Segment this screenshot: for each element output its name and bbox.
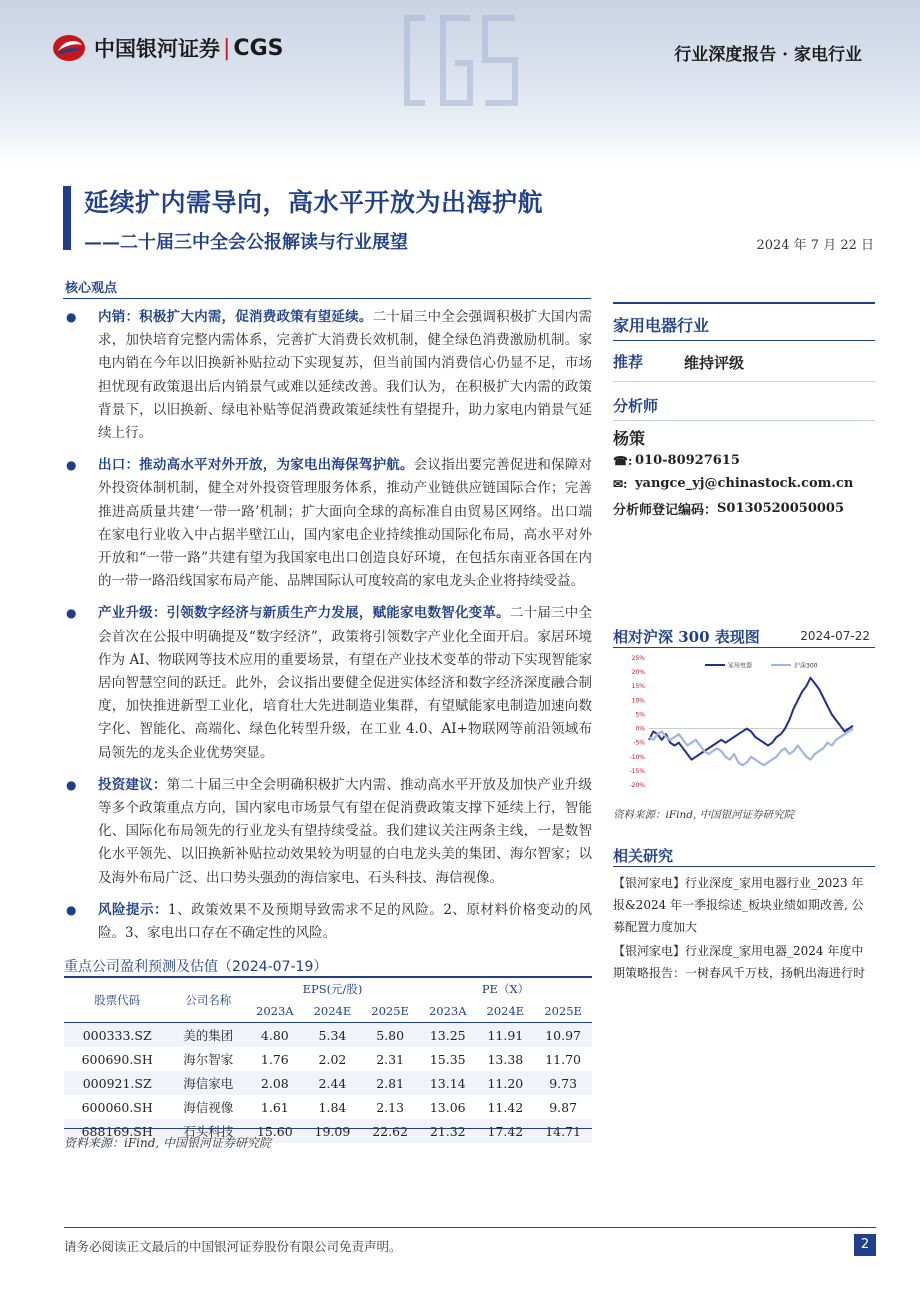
bullet-head: 出口：推动高水平对外开放，为家电出海保驾护航。 (98, 457, 414, 474)
report-title: 延续扩内需导向，高水平开放为出海护航 (84, 188, 544, 217)
core-views-label: 核心观点 (65, 281, 118, 296)
analyst-reg-code: S0130520050005 (717, 501, 844, 516)
chart-title: 相对沪深 300 表现图 (613, 628, 760, 646)
table-title: 重点公司盈利预测及估值（2024-07-19） (64, 959, 328, 975)
y-tick-label: 10% (631, 697, 645, 705)
industry-name: 家用电器行业 (613, 316, 710, 335)
related-item[interactable]: 【银河家电】行业深度_家用电器行业_2023 年报&2024 年一季报综述_板块业绩如期改善, 公募配置力度加大 (613, 876, 864, 934)
cell-value: 1.84 (318, 1099, 347, 1115)
bullet-dot-icon: ● (66, 458, 77, 473)
divider (64, 1128, 592, 1129)
cell-value: 11.20 (477, 1071, 535, 1095)
logo-separator: | (223, 35, 231, 61)
col-header-name: 公司名称 (185, 993, 232, 1007)
cell-value: 5.80 (361, 1023, 419, 1048)
cell-value: 15.60 (246, 1119, 304, 1143)
y-tick-label: 15% (631, 683, 645, 691)
cell-code: 000333.SZ (64, 1023, 170, 1048)
cell-value: 13.14 (419, 1071, 477, 1095)
legend-label: 家用电器 (728, 662, 753, 670)
core-views-list (64, 306, 592, 954)
divider (613, 302, 875, 304)
cell-value: 14.71 (534, 1119, 592, 1143)
cell-code: 600060.SH (81, 1099, 153, 1115)
phone-icon: ☎: (613, 453, 633, 468)
related-research-title: 相关研究 (613, 847, 674, 865)
divider (613, 420, 875, 421)
galaxy-logo-icon (52, 33, 86, 63)
cell-value: 2.08 (246, 1071, 304, 1095)
col-header-year: 2025E (544, 1004, 582, 1018)
y-tick-label: -20% (629, 782, 645, 789)
cell-value: 13.25 (419, 1023, 477, 1048)
divider (63, 298, 591, 299)
divider (613, 647, 875, 648)
bullet-text (98, 454, 592, 593)
list-item (64, 454, 592, 593)
rating-value: 维持评级 (684, 354, 745, 372)
cgs-watermark-logo (395, 8, 525, 113)
disclaimer: 请务必阅读正文最后的中国银河证券股份有限公司免责声明。 (64, 1239, 402, 1254)
bullet-dot-icon: ● (66, 606, 77, 621)
cell-name: 海尔智家 (183, 1052, 234, 1067)
col-group-eps: EPS(元/股) (302, 982, 363, 996)
cell-value: 2.02 (318, 1051, 347, 1067)
cell-name: 海信家电 (170, 1071, 246, 1095)
bullet-body: 二十届三中全会首次在公报中明确提及“数字经济”，政策将引领数字产业化全面开启。家居环境作为 AI、物联网等技术应用的重要场景，有望在产业技术变革的带动下实现智能家居向智慧空间的跃迁。此外，会议指出要健全促进实体经济和数字经济深度融合制度，加快推进新型工业化，培育壮大先进制造业集群，有望赋能家电制造加速向数字化、智能化、高端化、绿色化转型升级，在工业 4.0、AI+物联网等前沿领域布局领先的龙头企业优势突显。 (98, 605, 593, 761)
cell-name: 美的集团 (170, 1023, 246, 1048)
cell-value: 11.42 (487, 1099, 524, 1115)
analyst-email[interactable]: yangce_yj@chinastock.com.cn (635, 476, 854, 491)
list-item (64, 602, 592, 764)
analyst-phone: 010-80927615 (635, 453, 740, 468)
y-tick-label: -5% (633, 739, 645, 747)
bullet-dot-icon: ● (66, 902, 77, 917)
analyst-label: 分析师 (613, 397, 659, 415)
bullet-dot-icon: ● (66, 310, 77, 324)
page-number: 2 (854, 1234, 876, 1256)
col-header-year: 2023A (428, 1004, 467, 1018)
list-item (64, 899, 592, 945)
y-tick-label: 20% (631, 669, 645, 677)
logo-name: 中国银河证券 (94, 37, 220, 61)
cell-value: 2.13 (376, 1099, 405, 1115)
legend-label: 沪深300 (794, 662, 818, 670)
y-tick-label: 25% (631, 655, 645, 662)
y-tick-label: -10% (629, 753, 645, 761)
cell-code: 688169.SH (64, 1119, 170, 1143)
cell-value: 13.06 (429, 1099, 466, 1115)
bullet-body: 第二十届三中全会明确积极扩大内需、推动高水平开放及加快产业升级等多个政策重点方向，国内家电市场景气有望在促消费政策支撑下延续上行，智能化、国际化布局领先的行业龙头有望持续受益。我们建议关注两条主线，一是数智化水平领先、以旧换新补贴拉动效果较为明显的白电龙头美的集团、海尔智家；以及海外布局广泛、出口势头强劲的海信家电、石头科技、海信视像。 (98, 776, 593, 886)
series-line-csi300 (649, 729, 853, 766)
divider (613, 381, 875, 382)
report-date: 2024 年 7 月 22 日 (756, 238, 874, 253)
cell-value: 22.62 (361, 1119, 419, 1143)
series-line-home-appliance (649, 678, 853, 760)
y-tick-label: 5% (635, 711, 645, 719)
col-header-year: 2025E (371, 1004, 409, 1018)
cell-code: 000921.SZ (64, 1071, 170, 1095)
table-row (64, 1095, 592, 1119)
cell-name: 石头科技 (170, 1119, 246, 1143)
bullet-body: 二十届三中全会强调积极扩大国内需求，加快培育完整内需体系，完善扩大消费长效机制，健全绿色消费激励机制。家电内销在今年以旧换新补贴拉动下实现复苏，但当前国内消费信心仍显不足，市场担忧现有政策退出后内销景气或难以延续改善。我们认为，在积极扩大内需的政策背景下，以旧换新、绿电补贴等促消费政策延续性有望提升，助力家电内销景气延续上行。 (98, 309, 593, 442)
divider (613, 340, 875, 341)
envelope-icon: ✉: (613, 476, 628, 491)
cell-value: 19.09 (304, 1119, 362, 1143)
report-type: 行业深度报告 · 家电行业 (674, 45, 862, 65)
cell-value: 1.76 (260, 1051, 289, 1067)
bullet-text (98, 306, 592, 445)
table-row (64, 1023, 592, 1048)
bullet-body: 1、政策效果不及预期导致需求不足的风险。2、原材料价格变动的风险。3、家电出口存在不确定性的风险。 (98, 901, 592, 942)
bullet-head: 投资建议： (98, 776, 167, 793)
analyst-phone-row (613, 453, 740, 468)
bullet-body: 会议指出要完善促进和保障对外投资体制机制，健全对外投资管理服务体系，推动产业链供应链国际合作；完善推进高质量共建‘一带一路’机制；扩大面向全球的高标准自由贸易区网络。出口端在家电行业收入中占据半壁江山，国内家电企业持续推动国际化布局，高水平对外开放和“一带一路”共建有望为我国家电出口创造良好环境，在包括东南亚各国在内的一带一路沿线国家布局产能、品牌国际认可度较高的家电龙头企业将持续受益。 (98, 457, 593, 590)
logo-cgs: CGS (233, 35, 284, 61)
related-item[interactable]: 【银河家电】行业深度_家用电器_2024 年度中期策略报告：一树春风千万枝，扬帆出海进行时 (613, 944, 866, 980)
forecast-table (64, 978, 592, 1143)
bullet-text (98, 899, 592, 945)
cell-value: 4.80 (246, 1023, 304, 1048)
cell-value: 11.70 (545, 1051, 581, 1067)
bullet-head: 风险提示： (98, 901, 169, 918)
cell-value: 9.87 (549, 1099, 578, 1115)
col-group-pe: PE（X） (481, 982, 530, 996)
cell-value: 11.91 (477, 1023, 535, 1048)
col-header-year: 2023A (256, 1004, 294, 1018)
cell-value: 9.73 (534, 1071, 592, 1095)
company-logo (52, 33, 283, 63)
analyst-reg-row (613, 499, 844, 518)
analyst-name: 杨策 (613, 429, 646, 448)
cell-code: 600690.SH (81, 1051, 153, 1067)
chart-source: 资料来源：iFind, 中国银河证券研究院 (613, 809, 795, 821)
list-item (64, 774, 592, 890)
cell-value: 2.44 (304, 1071, 362, 1095)
table-row (64, 1071, 592, 1095)
analyst-email-row (613, 476, 853, 491)
cell-value: 21.32 (419, 1119, 477, 1143)
cell-value: 1.61 (260, 1099, 289, 1115)
bullet-text (98, 774, 592, 890)
title-accent-bar (63, 186, 71, 250)
table-row (64, 1047, 592, 1071)
bullet-dot-icon: ● (66, 777, 77, 792)
analyst-reg-label: 分析师登记编码： (613, 503, 718, 518)
cell-value: 5.34 (304, 1023, 362, 1048)
cell-value: 13.38 (487, 1051, 524, 1067)
cell-value: 2.81 (361, 1071, 419, 1095)
col-header-year: 2024E (486, 1004, 525, 1018)
report-subtitle: ——二十届三中全会公报解读与行业展望 (84, 232, 408, 253)
col-header-code: 股票代码 (94, 993, 141, 1007)
divider (613, 866, 875, 867)
bullet-text (98, 602, 592, 764)
relative-performance-chart (613, 650, 875, 800)
cell-value: 15.35 (429, 1051, 466, 1067)
cell-value: 17.42 (477, 1119, 535, 1143)
cell-name: 海信视像 (183, 1100, 234, 1115)
bullet-head: 内销：积极扩大内需，促消费政策有望延续。 (98, 309, 373, 325)
y-tick-label: 0% (635, 725, 645, 733)
y-tick-label: -15% (629, 767, 645, 775)
list-item (64, 306, 592, 445)
table-source: 资料来源：iFind, 中国银河证券研究院 (64, 1136, 272, 1150)
bullet-head: 产业升级：引领数字经济与新质生产力发展，赋能家电数智化变革。 (98, 605, 510, 622)
divider (64, 1227, 876, 1228)
cell-value: 10.97 (534, 1023, 592, 1048)
rating-label: 推荐 (613, 353, 644, 371)
cell-value: 2.31 (376, 1051, 405, 1067)
chart-date: 2024-07-22 (800, 629, 870, 643)
col-header-year: 2024E (313, 1004, 352, 1018)
